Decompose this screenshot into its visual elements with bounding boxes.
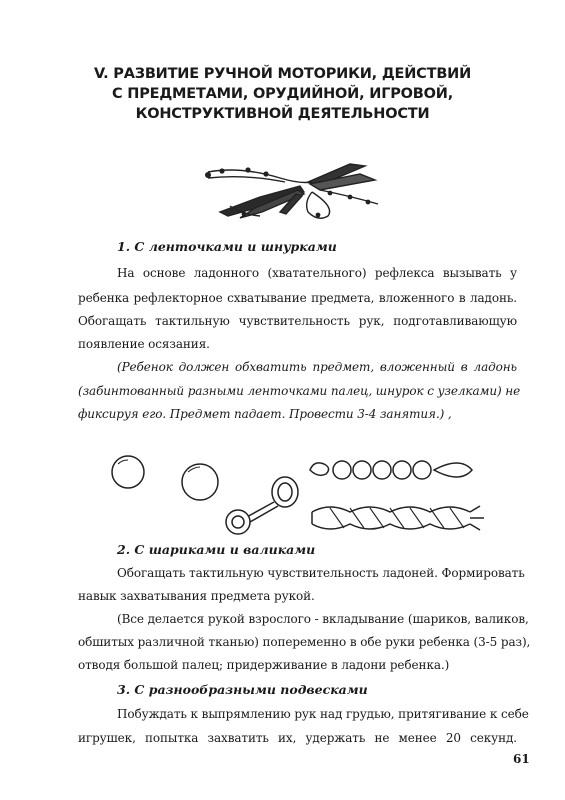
- chapter-title: [60, 64, 505, 124]
- section-1-line-3: Обогащать тактильную чувствительность рук, подготавливающую: [78, 314, 517, 328]
- section-1-note-3: фиксируя его. Предмет падает. Провести 3-4 занятия.) ,: [78, 407, 452, 421]
- title-line-3: КОНСТРУКТИВНОЙ ДЕЯТЕЛЬНОСТИ: [135, 106, 430, 122]
- section-2-note-3: отводя большой палец; придерживание в ладони ребенка.): [78, 658, 450, 672]
- section-2-line-2: навык захватывания предмета рукой.: [78, 589, 315, 603]
- section-3-line-2: игрушек, попытка захватить их, удержать не менее 20 секунд.: [78, 731, 517, 745]
- page-number: 61: [513, 752, 530, 766]
- section-3-heading: 3. С разнообразными подвесками: [117, 682, 368, 697]
- section-1-heading: 1. С ленточками и шнурками: [117, 239, 337, 254]
- section-2-heading: 2. С шариками и валиками: [117, 542, 316, 557]
- title-line-1: V. РАЗВИТИЕ РУЧНОЙ МОТОРИКИ, ДЕЙСТВИЙ: [93, 66, 472, 82]
- section-2-note-2: обшитых различной тканью) попеременно в обе руки ребенка (3-5 раз),: [78, 635, 531, 649]
- section-2-line-1: Обогащать тактильную чувствительность ладоней. Формировать: [117, 566, 525, 580]
- section-1-note-2: (забинтованный разными ленточками палец, шнурок с узелками) не: [78, 384, 521, 398]
- section-3-line-1: Побуждать к выпрямлению рук над грудью, притягивание к себе: [117, 707, 529, 721]
- balls-and-rollers-illustration: [100, 452, 495, 544]
- section-2-note-1: (Все делается рукой взрослого - вкладывание (шариков, валиков,: [117, 612, 529, 626]
- section-1-note-1: (Ребенок должен обхватить предмет, вложенный в ладонь: [117, 360, 517, 374]
- ribbons-and-cords-illustration: [200, 152, 400, 224]
- section-1-line-1: На основе ладонного (хватательного) рефлекса вызывать у: [117, 266, 517, 280]
- section-1-line-2: ребенка рефлекторное схватывание предмета, вложенного в ладонь.: [78, 291, 517, 305]
- section-1-line-4: появление осязания.: [78, 337, 210, 351]
- title-line-2: С ПРЕДМЕТАМИ, ОРУДИЙНОЙ, ИГРОВОЙ,: [111, 86, 454, 102]
